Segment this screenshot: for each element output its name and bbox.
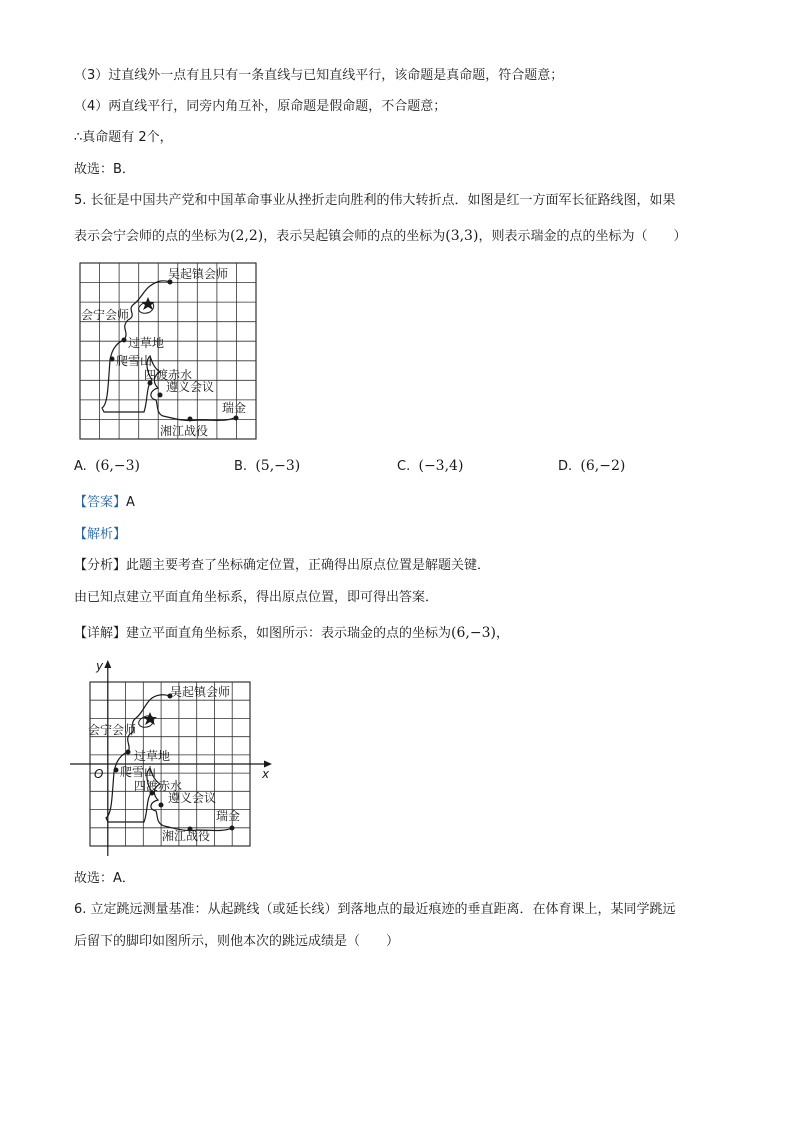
point-ruijin [234,416,239,421]
detail-line [74,623,509,644]
label-caodi-2: 过草地 [134,749,171,763]
option-c[interactable] [397,456,463,477]
label-ruijin: 瑞金 [222,401,247,415]
x-axis-label: x [262,767,270,781]
detail-tag: 【详解】 [74,626,127,641]
label-wuqi-2: 吴起镇会师 [170,685,231,699]
label-chishui-2: 四渡赤水 [134,779,183,793]
y-axis-label: y [96,659,104,673]
option-d-value: (6,−2) [580,458,626,474]
longmarch-map-figure [78,260,260,444]
q5-text-line2 [74,226,686,247]
option-b-letter: B. [234,459,248,474]
label-xiangjiang: 湘江战役 [160,424,209,438]
coord-huining: (2,2) [230,228,264,244]
q5-text-part3: ，则表示瑞金的点的坐标为（ ） [478,229,687,244]
line-q4-4: （4）两直线平行，同旁内角互补，原命题是假命题，不合题意； [74,99,447,114]
coord-wuqi: (3,3) [445,228,479,244]
label-xueshan-2: 爬雪山 [120,765,157,779]
star-icon-2 [143,712,157,725]
label-huining-2: 会宁会师 [88,723,137,737]
fenxi-line [74,556,490,576]
q6-text-line1: 6. 立定跳远测量基准：从起跳线（或延长线）到落地点的最近痕迹的垂直距离．在体育课上，某同学跳远 [74,902,676,917]
point-xueshan-2 [114,768,119,773]
option-d-letter: D. [558,459,573,474]
label-ruijin-2: 瑞金 [216,809,241,823]
line-conclusion: ∴真命题有 2个， [74,130,173,145]
option-c-letter: C. [397,459,411,474]
point-ruijin-2 [230,826,235,831]
label-zunyi: 遵义会议 [166,380,215,394]
label-zunyi-2: 遵义会议 [168,791,217,805]
line-q4-3: （3）过直线外一点有且只有一条直线与已知直线平行，该命题是真命题，符合题意； [74,68,564,83]
label-chishui: 四渡赤水 [144,368,193,382]
label-xueshan: 爬雪山 [116,354,153,368]
longmarch-map-axes-figure [66,656,282,860]
label-xiangjiang-2: 湘江战役 [162,829,211,843]
analysis-line [74,525,126,545]
option-a-value: (6,−3) [95,458,140,474]
option-b-value: (5,−3) [255,458,301,474]
detail-text: 建立平面直角坐标系，如图所示：表示瑞金的点的坐标为 [126,626,452,641]
detail-coord: (6,−3) [451,625,496,641]
option-b[interactable] [234,456,300,477]
label-huining: 会宁会师 [81,308,130,322]
point-caodi-2 [126,750,131,755]
origin-label: O [94,767,104,781]
q5-text-part2: ，表示吴起镇会师的点的坐标为 [263,229,446,244]
point-zunyi [158,393,163,398]
q6-text-line2: 后留下的脚印如图所示，则他本次的跳远成绩是（ ） [74,934,400,949]
option-a-letter: A. [74,459,87,474]
answer-tag: 【答案】 [74,495,127,510]
q5-text-part1: 表示会宁会师的点的坐标为 [74,229,231,244]
point-xiangjiang [188,417,193,422]
detail-tail: ， [495,626,509,641]
line-choice-b: 故选：B． [74,162,135,177]
answer-value: A [126,495,135,510]
answer2-line: 故选：A． [74,871,135,886]
label-caodi: 过草地 [128,336,165,350]
fenxi-text: 此题主要考查了坐标确定位置，正确得出原点位置是解题关键． [126,558,491,573]
fenxi-line2: 由已知点建立平面直角坐标系，得出原点位置，即可得出答案． [74,590,439,605]
label-wuqi: 吴起镇会师 [168,267,229,281]
point-xueshan [110,357,115,362]
y-axis-arrow-icon [104,660,111,668]
fenxi-tag: 【分析】 [74,558,127,573]
answer-line [74,493,135,513]
q5-text-line1: 5. 长征是中国共产党和中国革命事业从挫折走向胜利的伟大转折点．如图是红一方面军长征路线图，如果 [74,193,676,208]
point-zunyi-2 [159,803,164,808]
option-a[interactable] [74,456,140,477]
option-c-value: (−3,4) [418,458,464,474]
option-d[interactable] [558,456,625,477]
point-caodi [122,338,127,343]
analysis-tag: 【解析】 [74,527,127,542]
